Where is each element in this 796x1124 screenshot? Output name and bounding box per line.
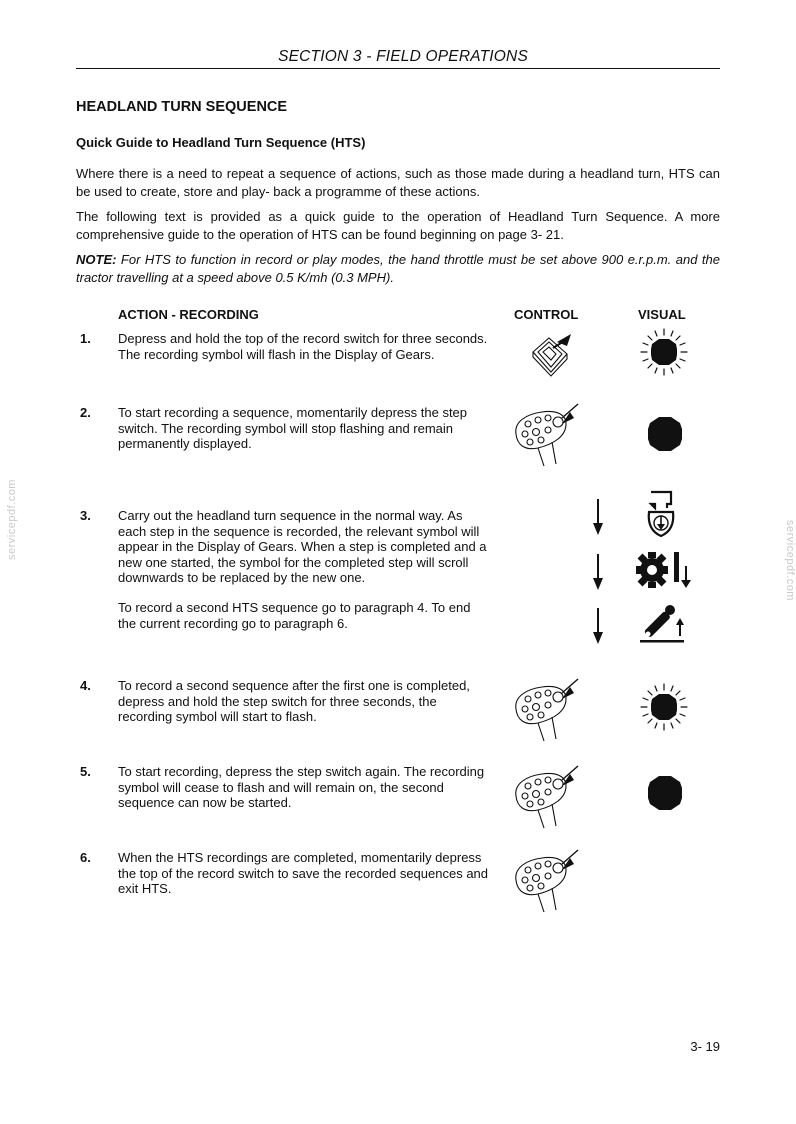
flashing-record-symbol-icon (639, 682, 689, 732)
watermark-left: servicepdf.com (6, 479, 18, 560)
step-number: 2. (80, 405, 91, 420)
solid-record-symbol-icon (645, 414, 685, 454)
step-number: 6. (80, 850, 91, 865)
step-text-continued: To record a second HTS sequence go to paragraph 4. To end the current recording go to paragraph 6. (118, 600, 471, 631)
section-header-title: SECTION 3 - FIELD OPERATIONS (278, 48, 528, 65)
guide-paragraph: The following text is provided as a quick guide to the operation of Headland Turn Sequence. A more comprehensive guide to the operation of HTS can be found beginning on page 3- 21. (76, 209, 720, 242)
note-label: NOTE: (76, 252, 117, 267)
step-text: To record a second sequence after the first one is completed, depress and hold the step switch for three seconds, the recording symbol will start to flash. (118, 678, 470, 724)
step-number: 1. (80, 331, 91, 346)
flashing-record-symbol-icon (639, 327, 689, 377)
page-number: 3- 19 (690, 1039, 720, 1054)
gear-down-symbol-icon (634, 550, 694, 590)
implement-symbol-icon (643, 490, 679, 540)
record-switch-icon (526, 330, 578, 380)
intro-paragraph: Where there is a need to repeat a sequence of actions, such as those made during a headland turn, HTS can be used to create, store and play- back a programme of these actions. (76, 166, 720, 199)
step-text: Carry out the headland turn sequence in the normal way. As each step in the sequence is recorded, the relevant symbol will appear in the Display of Gears. When a step is completed and a new one started, the symbol for the completed step will scroll downwards to be replaced by the new one. (118, 508, 487, 585)
column-heading-visual: VISUAL (638, 307, 686, 322)
step-text: Depress and hold the top of the record switch for three seconds. The recording symbol will flash in the Display of Gears. (118, 331, 488, 362)
step-number: 3. (80, 508, 91, 523)
step-switch-icon (508, 762, 588, 832)
watermark-right: servicepdf.com (784, 520, 796, 601)
step-number: 5. (80, 764, 91, 779)
step-text: To start recording a sequence, momentarily depress the step switch. The recording symbol will stop flashing and remain permanently displayed. (118, 405, 468, 451)
step-text: To start recording, depress the step switch again. The recording symbol will cease to flash and will remain on, the second sequence can now be started. (118, 764, 485, 810)
solid-record-symbol-icon (645, 773, 685, 813)
step-switch-icon (508, 675, 588, 745)
column-heading-control: CONTROL (514, 307, 579, 322)
step-switch-icon (508, 846, 588, 916)
step-switch-icon (508, 400, 588, 470)
header-divider (76, 68, 720, 69)
down-arrow-icon (591, 606, 605, 646)
step-text: When the HTS recordings are completed, momentarily depress the top of the record switch to save the recorded sequences and exit HTS. (118, 850, 489, 896)
note-text: For HTS to function in record or play modes, the hand throttle must be set above 900 e.r.p.m. and the tractor travelling at a speed above 0.5 K/mh (0.3 MPH). (76, 252, 720, 285)
step-number: 4. (80, 678, 91, 693)
subsection-heading: Quick Guide to Headland Turn Sequence (HTS) (76, 135, 366, 150)
hitch-raise-symbol-icon (638, 604, 688, 646)
section-heading: HEADLAND TURN SEQUENCE (76, 99, 288, 115)
column-heading-action: ACTION - RECORDING (118, 307, 259, 322)
note-paragraph (76, 251, 720, 287)
down-arrow-icon (591, 497, 605, 537)
down-arrow-icon (591, 552, 605, 592)
